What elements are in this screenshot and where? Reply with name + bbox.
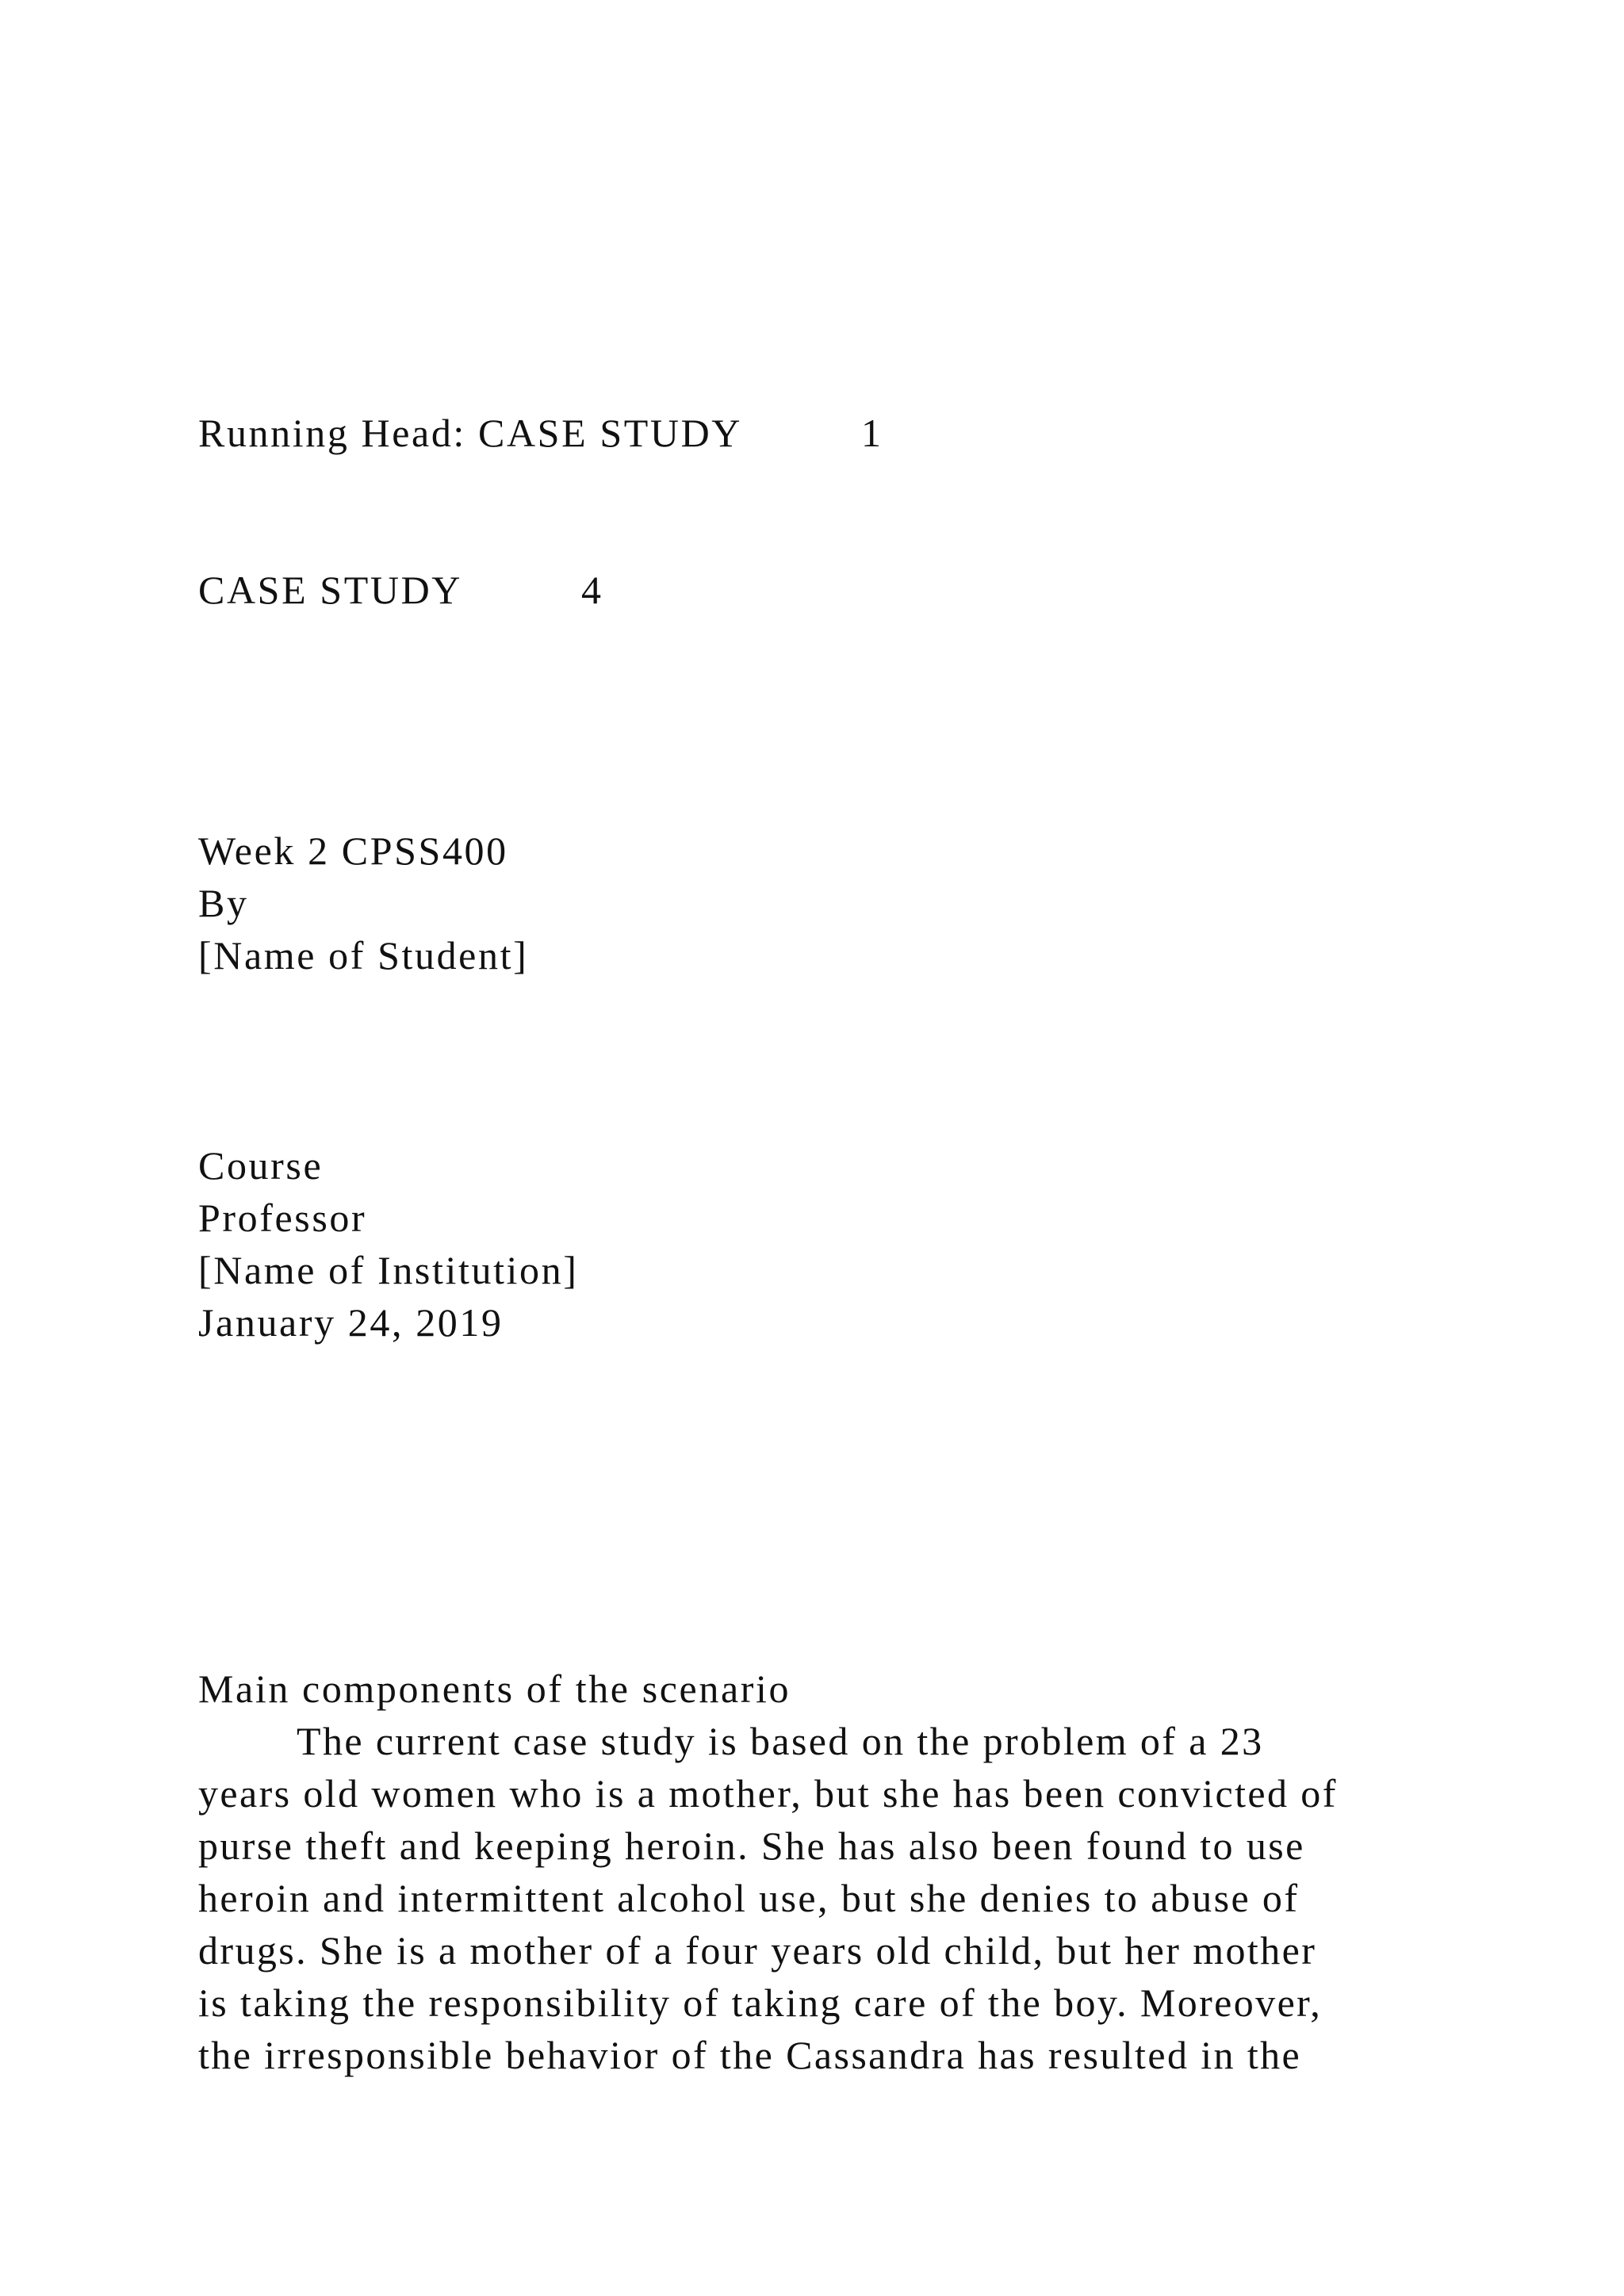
section-heading: Main components of the scenario bbox=[198, 1667, 791, 1711]
short-head-page-number: 4 bbox=[580, 568, 603, 612]
paragraph-line: purse theft and keeping heroin. She has also been found to use bbox=[198, 1823, 1305, 1868]
running-head-page-number: 1 bbox=[861, 411, 883, 455]
title-student-name: [Name of Student] bbox=[198, 933, 529, 978]
paragraph-line: the irresponsible behavior of the Cassandra has resulted in the bbox=[198, 2033, 1302, 2077]
running-head bbox=[198, 407, 883, 459]
running-head-label: Running Head: CASE STUDY bbox=[198, 411, 743, 455]
info-course: Course bbox=[198, 1143, 324, 1188]
info-professor: Professor bbox=[198, 1196, 367, 1240]
paragraph-line: drugs. She is a mother of a four years old child, but her mother bbox=[198, 1928, 1317, 1973]
paragraph-line: heroin and intermittent alcohol use, but she denies to abuse of bbox=[198, 1876, 1300, 1920]
info-date: January 24, 2019 bbox=[198, 1300, 504, 1345]
info-institution: [Name of Institution] bbox=[198, 1248, 579, 1292]
short-head-label: CASE STUDY bbox=[198, 568, 462, 612]
title-by: By bbox=[198, 881, 249, 925]
paragraph-line: is taking the responsibility of taking care of the boy. Moreover, bbox=[198, 1980, 1323, 2025]
title-week-course: Week 2 CPSS400 bbox=[198, 828, 508, 873]
short-head bbox=[198, 564, 603, 616]
paragraph-line: years old women who is a mother, but she has been convicted of bbox=[198, 1771, 1338, 1816]
paragraph-line: The current case study is based on the problem of a 23 bbox=[297, 1719, 1264, 1763]
